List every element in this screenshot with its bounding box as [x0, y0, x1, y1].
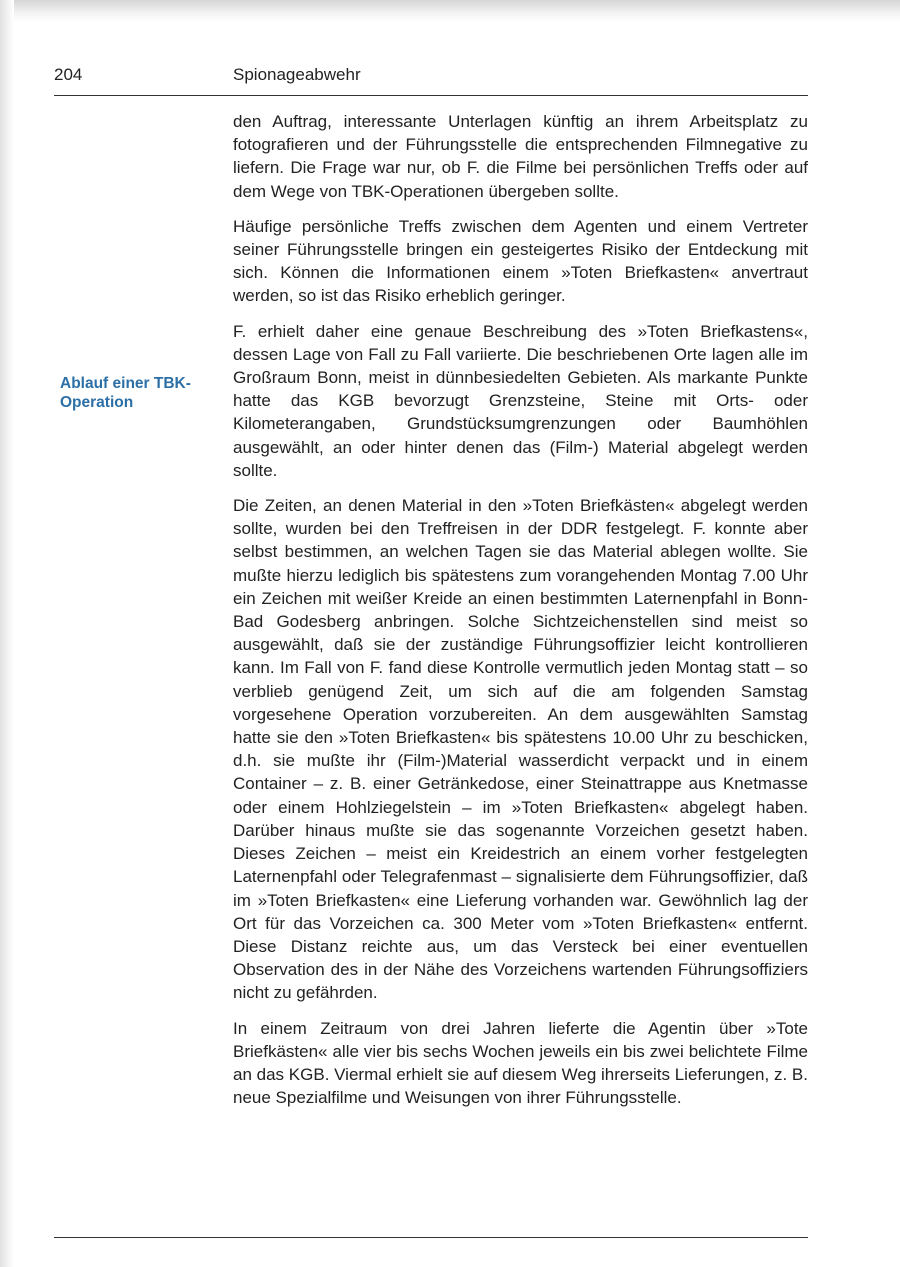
- page-number: 204: [54, 65, 83, 84]
- body-text: [233, 110, 808, 1121]
- running-head-title: Spionageabwehr: [233, 65, 361, 84]
- footer-divider: [54, 1237, 808, 1238]
- scan-edge-left: [0, 0, 14, 1267]
- paragraph: Die Zeiten, an denen Material in den »Toten Briefkästen« abgelegt werden sollte, wurden bei den Treffreisen in der DDR festgelegt. F. konnte aber selbst bestimmen, an welchen Tagen sie das Material ablegen wollte. Sie mußte hierzu lediglich bis spätestens zum vorangehenden Montag 7.00 Uhr ein Zeichen mit weißer Kreide an einen bestimmten Laternenpfahl in Bonn-Bad Godesberg anbringen. Solche Sichtzeichenstellen sind meist so ausgewählt, daß sie der zuständige Führungsoffizier leicht kontrollieren kann. Im Fall von F. fand diese Kontrolle vermutlich jeden Montag statt – so verblieb genügend Zeit, um sich auf die am folgenden Samstag vorgesehene Operation vorzubereiten. An dem ausgewählten Samstag hatte sie den »Toten Briefkasten« bis spätestens 10.00 Uhr zu beschicken, d.h. sie mußte ihr (Film-)Material wasserdicht verpackt und in einem Container – z. B. einer Getränkedose, einer Steinattrappe aus Knetmasse oder einem Hohlziegelstein – im »Toten Briefkasten« abgelegt haben. Darüber hinaus mußte sie das sogenannte Vorzeichen gesetzt haben. Dieses Zeichen – meist ein Kreidestrich an einem vorher festgelegten Laternenpfahl oder Telegrafenmast – signalisierte dem Führungsoffizier, daß im »Toten Briefkasten« eine Lieferung vorhanden war. Gewöhnlich lag der Ort für das Vorzeichen ca. 300 Meter vom »Toten Briefkasten« entfernt. Diese Distanz reichte aus, um das Versteck bei einer eventuellen Observation des in der Nähe des Vorzeichens wartenden Führungsoffiziers nicht zu gefährden.: [233, 496, 808, 1003]
- paragraph: den Auftrag, interessante Unterlagen künftig an ihrem Arbeitsplatz zu fotografieren und der Führungsstelle die entsprechenden Filmnegative zu liefern. Die Frage war nur, ob F. die Filme bei persönlichen Treffs oder auf dem Wege von TBK-Operationen übergeben sollte.: [233, 112, 808, 201]
- margin-note: Ablauf einer TBK-Operation: [60, 375, 191, 411]
- scan-edge-top: [0, 0, 900, 22]
- paragraph: Häufige persönliche Treffs zwischen dem Agenten und einem Vertreter seiner Führungsstelle bringen ein gesteigertes Risiko der Entdeckung mit sich. Können die Informationen einem »Toten Briefkasten« anvertraut werden, so ist das Risiko erheblich geringer.: [233, 216, 808, 306]
- paragraph: F. erhielt daher eine genaue Beschreibung des »Toten Briefkastens«, dessen Lage von Fall zu Fall variierte. Die beschriebenen Orte lagen alle im Großraum Bonn, meist in dünnbesiedelten Gebieten. Als markante Punkte hatte das KGB bevorzugt Grenzsteine, Steine mit Orts- oder Kilometerangaben, Grundstücksumgrenzungen oder Baumhöhlen ausgewählt, an oder hinter denen das (Film-) Material abgelegt werden sollte.: [233, 321, 808, 480]
- paragraph: In einem Zeitraum von drei Jahren lieferte die Agentin über »Tote Briefkästen« alle vier bis sechs Wochen jeweils ein bis zwei belichtete Filme an das KGB. Viermal erhielt sie auf diesem Weg ihrerseits Lieferungen, z. B. neue Spezialfilme und Weisungen von ihrer Führungsstelle.: [233, 1018, 808, 1108]
- header-divider: [54, 95, 808, 96]
